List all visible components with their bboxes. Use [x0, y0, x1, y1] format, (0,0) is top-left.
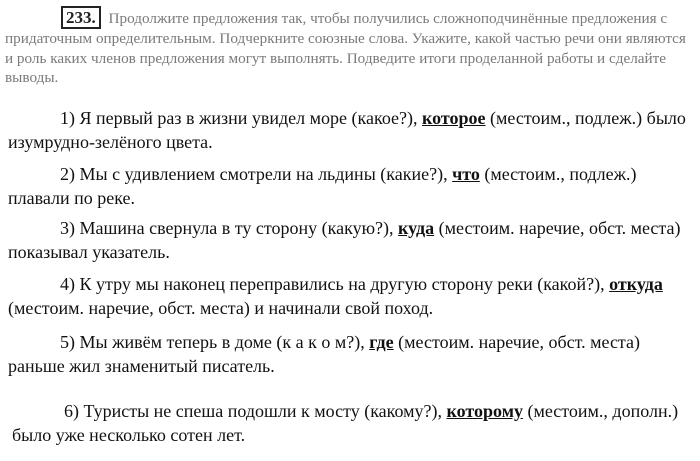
sentence-item-1: [8, 106, 698, 154]
sentence-text: 2) Мы с удивлением смотрели на льдины (какие?),: [60, 164, 453, 184]
sentence-comment: (местоим. наречие, обст. места) раньше жил знаменитый писатель.: [8, 332, 641, 376]
conjunctive-word: куда: [398, 218, 435, 238]
sentence-comment: (местоим. наречие, обст. места) и начинали свой поход.: [8, 298, 434, 318]
task-instruction: Продолжите предложения так, чтобы получились сложноподчинённые предложения с придаточным определительным. Подчеркните союзные слова. Укажите, какой частью речи они являются и роль каких членов предложения могут выполнять. Подведите итоги проделанной работы и сделайте выводы.: [5, 10, 686, 86]
conjunctive-word: которому: [446, 401, 523, 421]
sentence-comment: (местоим., дополн.) было уже несколько сотен лет.: [12, 401, 679, 445]
sentence-text: 6) Туристы не спеша подошли к мосту (какому?),: [64, 401, 447, 421]
conjunctive-word: где: [369, 332, 394, 352]
sentence-text: 5) Мы живём теперь в доме (к а к о м?),: [60, 332, 370, 352]
conjunctive-word: что: [452, 164, 480, 184]
sentence-comment: (местоим., подлеж.) плавали по реке.: [8, 164, 637, 208]
sentence-text: 4) К утру мы наконец переправились на другую сторону реки (какой?),: [60, 274, 610, 294]
conjunctive-word: которое: [422, 108, 486, 128]
sentence-text: 3) Машина свернула в ту сторону (какую?),: [60, 218, 399, 238]
sentence-item-5: [8, 330, 698, 378]
sentence-comment: (местоим. наречие, обст. места) показывал указатель.: [8, 218, 681, 262]
sentence-comment: (местоим., подлеж.) было изумрудно-зелёного цвета.: [8, 108, 686, 152]
task-number: 233.: [61, 6, 101, 29]
conjunctive-word: откуда: [609, 274, 663, 294]
task-header: [5, 6, 695, 88]
sentence-item-6: [12, 399, 700, 447]
sentence-item-2: [8, 162, 698, 210]
sentence-text: 1) Я первый раз в жизни увидел море (какое?),: [60, 108, 423, 128]
sentence-item-3: [8, 216, 698, 264]
sentence-item-4: [8, 272, 700, 320]
